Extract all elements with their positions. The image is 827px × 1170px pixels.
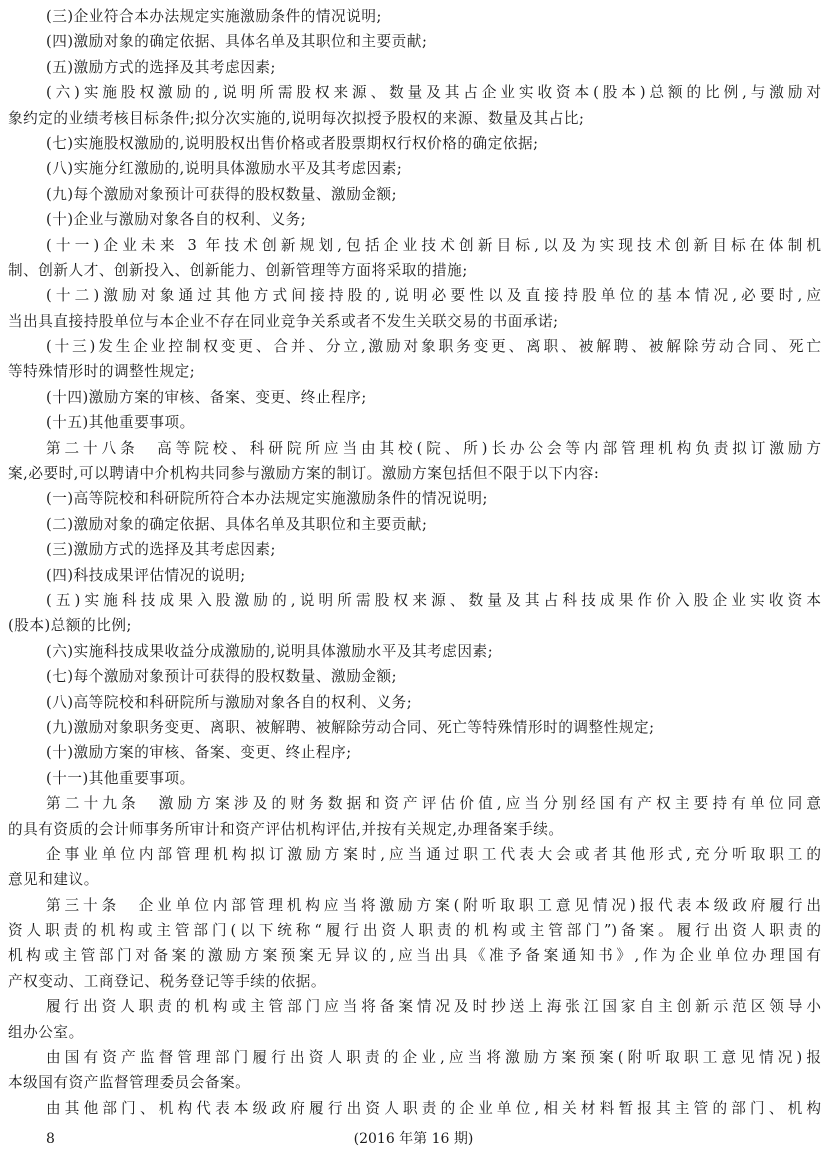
text-line: 制、创新人才、创新投入、创新能力、创新管理等方面将采取的措施; <box>8 261 468 279</box>
text-line: (股本)总额的比例; <box>8 617 132 635</box>
text-line: 意见和建议。 <box>8 871 99 889</box>
text-line: (六)实施股权激励的,说明所需股权来源、数量及其占企业实收资本(股本)总额的比例,与激励对 <box>46 84 821 102</box>
text-line: (十三)发生企业控制权变更、合并、分立,激励对象职务变更、离职、被解聘、被解除劳动合同、死亡 <box>46 338 821 356</box>
text-line: (十二)激励对象通过其他方式间接持股的,说明必要性以及直接持股单位的基本情况,必要时,应 <box>46 287 821 305</box>
text-line: (十五)其他重要事项。 <box>46 414 195 432</box>
text-line: 第二十八条 高等院校、科研院所应当由其校(院、所)长办公会等内部管理机构负责拟订激励方 <box>46 439 821 457</box>
text-line: (十一)其他重要事项。 <box>46 769 195 787</box>
text-line: (七)每个激励对象预计可获得的股权数量、激励金额; <box>46 668 398 686</box>
text-line: 组办公室。 <box>8 1023 84 1041</box>
text-line: 资人职责的机构或主管部门(以下统称“履行出资人职责的机构或主管部门”)备案。履行出资人职责的 <box>8 922 821 940</box>
page-number: 8 <box>46 1131 55 1147</box>
text-line: 当出具直接持股单位与本企业不存在同业竞争关系或者不发生关联交易的书面承诺; <box>8 312 559 330</box>
text-line: 的具有资质的会计师事务所审计和资产评估机构评估,并按有关规定,办理备案手续。 <box>8 820 564 838</box>
text-line: (八)高等院校和科研院所与激励对象各自的权利、义务; <box>46 693 413 711</box>
issue-label: (2016 年第 16 期) <box>353 1131 474 1147</box>
text-line: 由国有资产监督管理部门履行出资人职责的企业,应当将激励方案预案(附听取职工意见情况)报 <box>46 1049 821 1067</box>
text-line: (十)企业与激励对象各自的权利、义务; <box>46 211 307 229</box>
text-line: 案,必要时,可以聘请中介机构共同参与激励方案的制订。激励方案包括但不限于以下内容: <box>8 465 600 483</box>
text-line: 第二十九条 激励方案涉及的财务数据和资产评估价值,应当分别经国有产权主要持有单位同意 <box>46 795 821 813</box>
text-line: 机构或主管部门对备案的激励方案预案无异议的,应当出具《准予备案通知书》,作为企业单位办理国有 <box>8 947 821 965</box>
page-footer <box>0 1128 827 1150</box>
text-line: (十一)企业未来 3 年技术创新规划,包括企业技术创新目标,以及为实现技术创新目标在体制机 <box>46 236 821 254</box>
text-line: (三)企业符合本办法规定实施激励条件的情况说明; <box>46 8 382 25</box>
text-line: 企事业单位内部管理机构拟订激励方案时,应当通过职工代表大会或者其他形式,充分听取职工的 <box>46 845 821 863</box>
text-line: 第三十条 企业单位内部管理机构应当将激励方案(附听取职工意见情况)报代表本级政府履行出 <box>46 896 821 914</box>
text-line: 象约定的业绩考核目标条件;拟分次实施的,说明每次拟授予股权的来源、数量及其占比; <box>8 109 585 127</box>
text-line: (五)实施科技成果入股激励的,说明所需股权来源、数量及其占科技成果作价入股企业实收资本 <box>46 591 821 609</box>
document-body <box>8 4 821 1121</box>
text-line: 由其他部门、机构代表本级政府履行出资人职责的企业单位,相关材料暂报其主管的部门、机构 <box>46 1099 821 1117</box>
text-line: (八)实施分红激励的,说明具体激励水平及其考虑因素; <box>46 160 403 178</box>
text-line: (四)科技成果评估情况的说明; <box>46 566 246 584</box>
text-line: (二)激励对象的确定依据、具体名单及其职位和主要贡献; <box>46 515 428 533</box>
text-line: (四)激励对象的确定依据、具体名单及其职位和主要贡献; <box>46 33 428 51</box>
text-line: (七)实施股权激励的,说明股权出售价格或者股票期权行权价格的确定依据; <box>46 134 539 152</box>
text-line: 履行出资人职责的机构或主管部门应当将备案情况及时抄送上海张江国家自主创新示范区领导小 <box>46 998 821 1016</box>
text-line: 本级国有资产监督管理委员会备案。 <box>8 1074 251 1092</box>
text-line: (三)激励方式的选择及其考虑因素; <box>46 541 276 559</box>
text-line: (六)实施科技成果收益分成激励的,说明具体激励水平及其考虑因素; <box>46 642 494 660</box>
text-line: (十四)激励方案的审核、备案、变更、终止程序; <box>46 388 367 406</box>
text-line: (一)高等院校和科研院所符合本办法规定实施激励条件的情况说明; <box>46 490 488 508</box>
text-line: (十)激励方案的审核、备案、变更、终止程序; <box>46 744 352 762</box>
text-line: (五)激励方式的选择及其考虑因素; <box>46 58 276 76</box>
text-line: (九)每个激励对象预计可获得的股权数量、激励金额; <box>46 185 398 203</box>
text-line: 产权变动、工商登记、税务登记等手续的依据。 <box>8 972 327 990</box>
text-line: (九)激励对象职务变更、离职、被解聘、被解除劳动合同、死亡等特殊情形时的调整性规定; <box>46 718 655 736</box>
text-line: 等特殊情形时的调整性规定; <box>8 363 196 381</box>
